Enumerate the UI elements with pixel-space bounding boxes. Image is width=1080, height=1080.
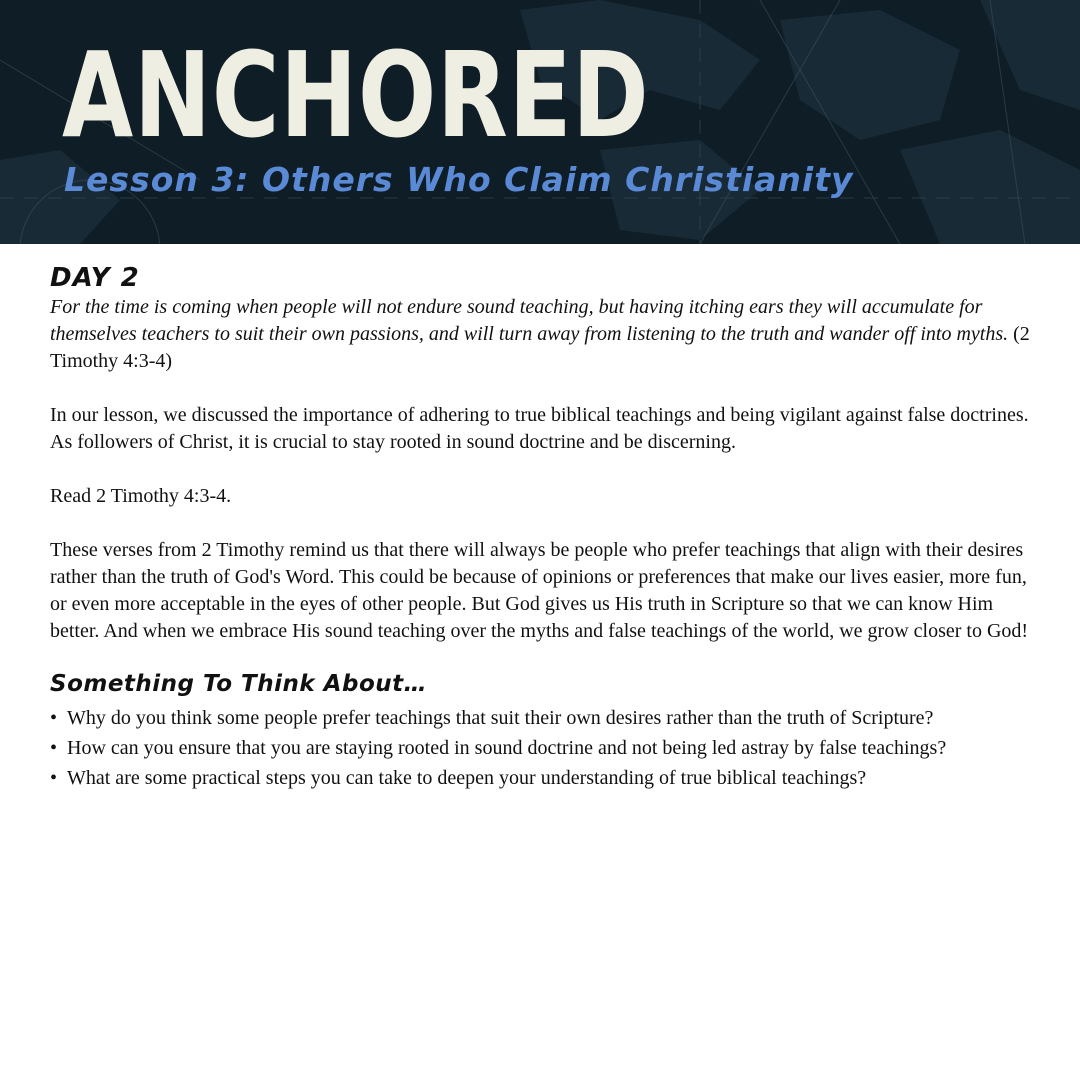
banner-title: ANCHORED <box>62 26 650 164</box>
question-list <box>50 703 1035 793</box>
lesson-content <box>50 262 1035 793</box>
list-item <box>50 703 1035 733</box>
header-banner <box>0 0 1080 244</box>
paragraph-reflection: These verses from 2 Timothy remind us that there will always be people who prefer teachings that align with their desires rather than the truth of God's Word. This could be because of opinions or preferences that make our lives easier, more fun, or even more acceptable in the eyes of other people. But God gives us His truth in Scripture so that we can know Him better. And when we embrace His sound teaching over the myths and false teachings of the world, we grow closer to God! <box>50 539 1029 642</box>
paragraph-intro: In our lesson, we discussed the importance of adhering to true biblical teachings and being vigilant against false doctrines. As followers of Christ, it is crucial to stay rooted in sound doctrine and be discerning. <box>50 404 1029 453</box>
list-item <box>50 733 1035 763</box>
paragraph-read-instruction: Read 2 Timothy 4:3-4. <box>50 485 232 507</box>
question-text: How can you ensure that you are staying rooted in sound doctrine and not being led astray by false teachings? <box>67 737 947 759</box>
think-about-heading: Something To Think About… <box>50 671 428 697</box>
bullet-icon: • <box>50 737 58 759</box>
bullet-icon: • <box>50 767 58 789</box>
verse-reference: (2 Timothy 4:3-4) <box>50 323 1030 372</box>
scripture-verse <box>50 294 1035 375</box>
day-heading: DAY 2 <box>50 263 140 293</box>
verse-text: For the time is coming when people will not endure sound teaching, but having itching ears they will accumulate for themselves teachers to suit their own passions, and will turn away from listening to the truth and wander off into myths. <box>50 296 1009 345</box>
lesson-subtitle: Lesson 3: Others Who Claim Christianity <box>64 160 854 199</box>
bullet-icon: • <box>50 707 58 729</box>
list-item <box>50 763 1035 793</box>
question-text: Why do you think some people prefer teachings that suit their own desires rather than the truth of Scripture? <box>67 707 934 729</box>
question-text: What are some practical steps you can take to deepen your understanding of true biblical teachings? <box>67 767 867 789</box>
